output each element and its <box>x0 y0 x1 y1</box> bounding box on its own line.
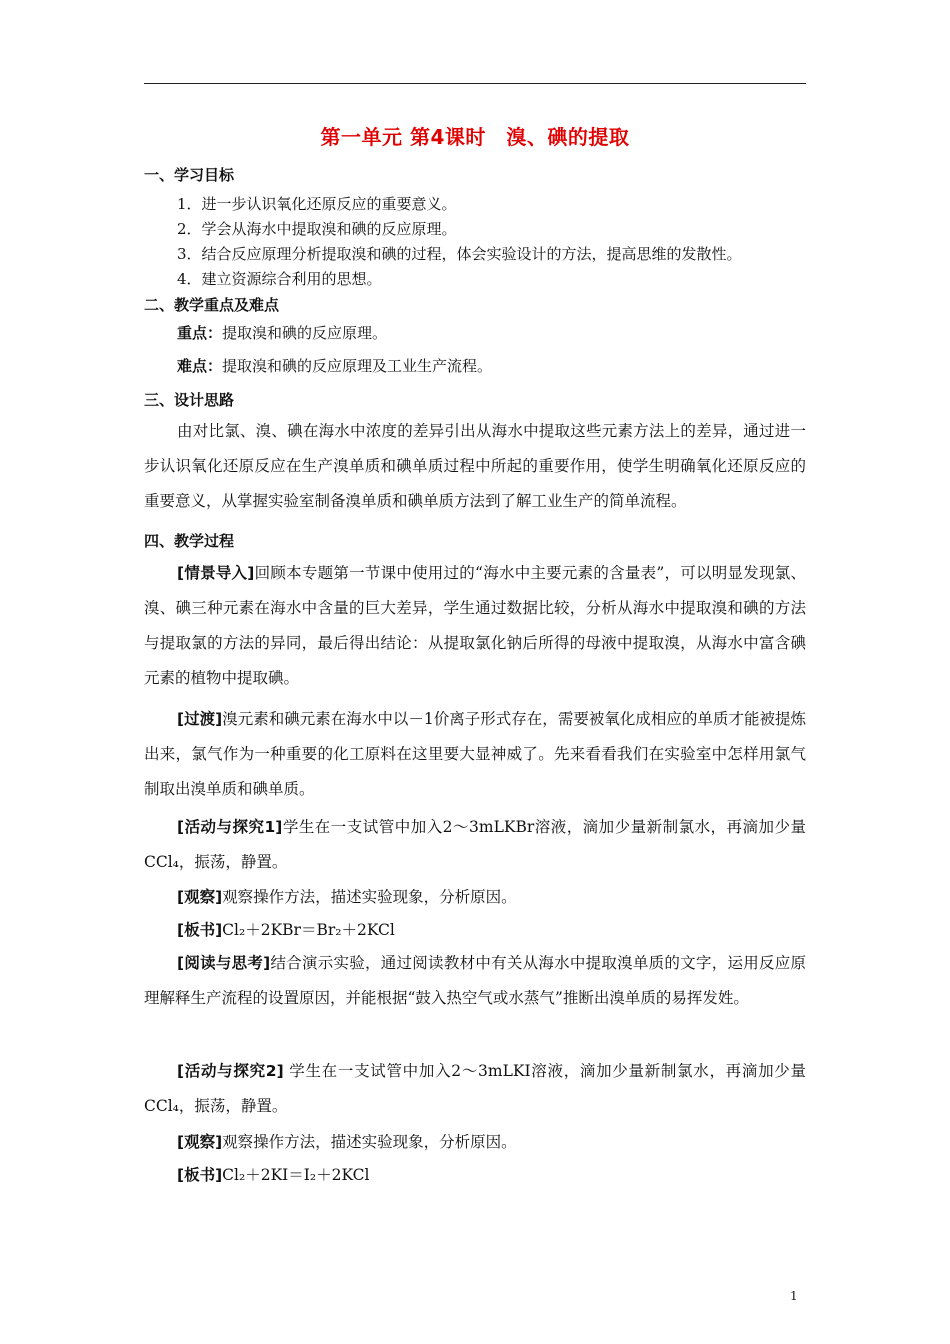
goal-item: 4．建立资源综合利用的思想。 <box>177 270 382 288</box>
paragraph-text: 学生在一支试管中加入2～3mLKBr溶液，滴加少量新制氯水，再滴加少量CCl₄，振荡，静置。 <box>144 818 806 871</box>
design-paragraph: 由对比氯、溴、碘在海水中浓度的差异引出从海水中提取这些元素方法上的差异，通过进一步认识氧化还原反应在生产溴单质和碘单质过程中所起的重要作用，使学生明确氧化还原反应的重要意义，从掌握实验室制备溴单质和碘单质方法到了解工业生产的简单流程。 <box>144 422 806 510</box>
key-point-label: 重点： <box>177 324 223 342</box>
process-paragraph <box>144 946 806 1016</box>
paragraph-text: 溴元素和碘元素在海水中以－1价离子形式存在，需要被氧化成相应的单质才能被提炼出来，氯气作为一种重要的化工原料在这里要大显神威了。先来看看我们在实验室中怎样用氯气制取出溴单质和碘单质。 <box>144 710 806 798</box>
goal-item: 1．进一步认识氧化还原反应的重要意义。 <box>177 195 457 213</box>
paragraph-text: 观察操作方法，描述实验现象，分析原因。 <box>222 888 517 906</box>
paragraph-tag: [观察] <box>177 888 223 906</box>
paragraph-tag: [活动与探究1] <box>177 818 283 836</box>
key-point-line <box>177 322 387 343</box>
paragraph-tag: [观察] <box>177 1133 223 1151</box>
paragraph-tag: [过渡] <box>177 710 223 728</box>
process-paragraph <box>144 810 806 880</box>
paragraph-tag: [板书] <box>177 1166 223 1184</box>
paragraph-tag: [活动与探究2] <box>177 1062 284 1080</box>
process-paragraph <box>144 1125 806 1160</box>
section-heading-goals: 一、学习目标 <box>144 166 235 184</box>
difficulty-label: 难点： <box>177 357 223 375</box>
paragraph-text: 学生在一支试管中加入2～3mLKI溶液，滴加少量新制氯水，再滴加少量CCl₄，振荡，静置。 <box>144 1062 806 1115</box>
section-heading-process: 四、教学过程 <box>144 532 235 550</box>
paragraph-tag: [板书] <box>177 921 223 939</box>
paragraph-text: 结合演示实验，通过阅读教材中有关从海水中提取溴单质的文字，运用反应原理解释生产流程的设置原因，并能根据“鼓入热空气或水蒸气”推断出溴单质的易挥发姓。 <box>144 954 806 1007</box>
process-paragraph <box>144 1158 806 1193</box>
difficulty-line <box>177 355 492 376</box>
paragraph-text: 回顾本专题第一节课中使用过的“海水中主要元素的含量表”，可以明显发现氯、溴、碘三种元素在海水中含量的巨大差异，学生通过数据比较，分析从海水中提取溴和碘的方法与提取氯的方法的异同，最后得出结论：从提取氯化钠后所得的母液中提取溴，从海水中富含碘元素的植物中提取碘。 <box>144 564 806 687</box>
section-heading-design: 三、设计思路 <box>144 391 235 409</box>
page-number: 1 <box>790 1289 798 1303</box>
difficulty-text: 提取溴和碘的反应原理及工业生产流程。 <box>222 357 493 375</box>
goal-item: 3．结合反应原理分析提取溴和碘的过程，体会实验设计的方法，提高思维的发散性。 <box>177 245 742 263</box>
page-title: 第一单元 第4课时 溴、碘的提取 <box>320 125 630 149</box>
goal-item: 2．学会从海水中提取溴和碘的反应原理。 <box>177 220 457 238</box>
process-paragraph <box>144 1054 806 1124</box>
paragraph-text: 观察操作方法，描述实验现象，分析原因。 <box>222 1133 517 1151</box>
header-rule <box>144 83 806 84</box>
process-paragraph <box>144 880 806 915</box>
paragraph-tag: [阅读与思考] <box>177 954 271 972</box>
process-paragraph <box>144 702 806 807</box>
paragraph-tag: [情景导入] <box>177 564 255 582</box>
process-paragraph <box>144 913 806 948</box>
section-heading-key-points: 二、教学重点及难点 <box>144 296 280 314</box>
process-paragraph <box>144 556 806 696</box>
paragraph-text: Cl₂＋2KI＝I₂＋2KCl <box>222 1166 370 1184</box>
key-point-text: 提取溴和碘的反应原理。 <box>222 324 388 342</box>
paragraph-text: Cl₂＋2KBr＝Br₂＋2KCl <box>222 921 395 939</box>
